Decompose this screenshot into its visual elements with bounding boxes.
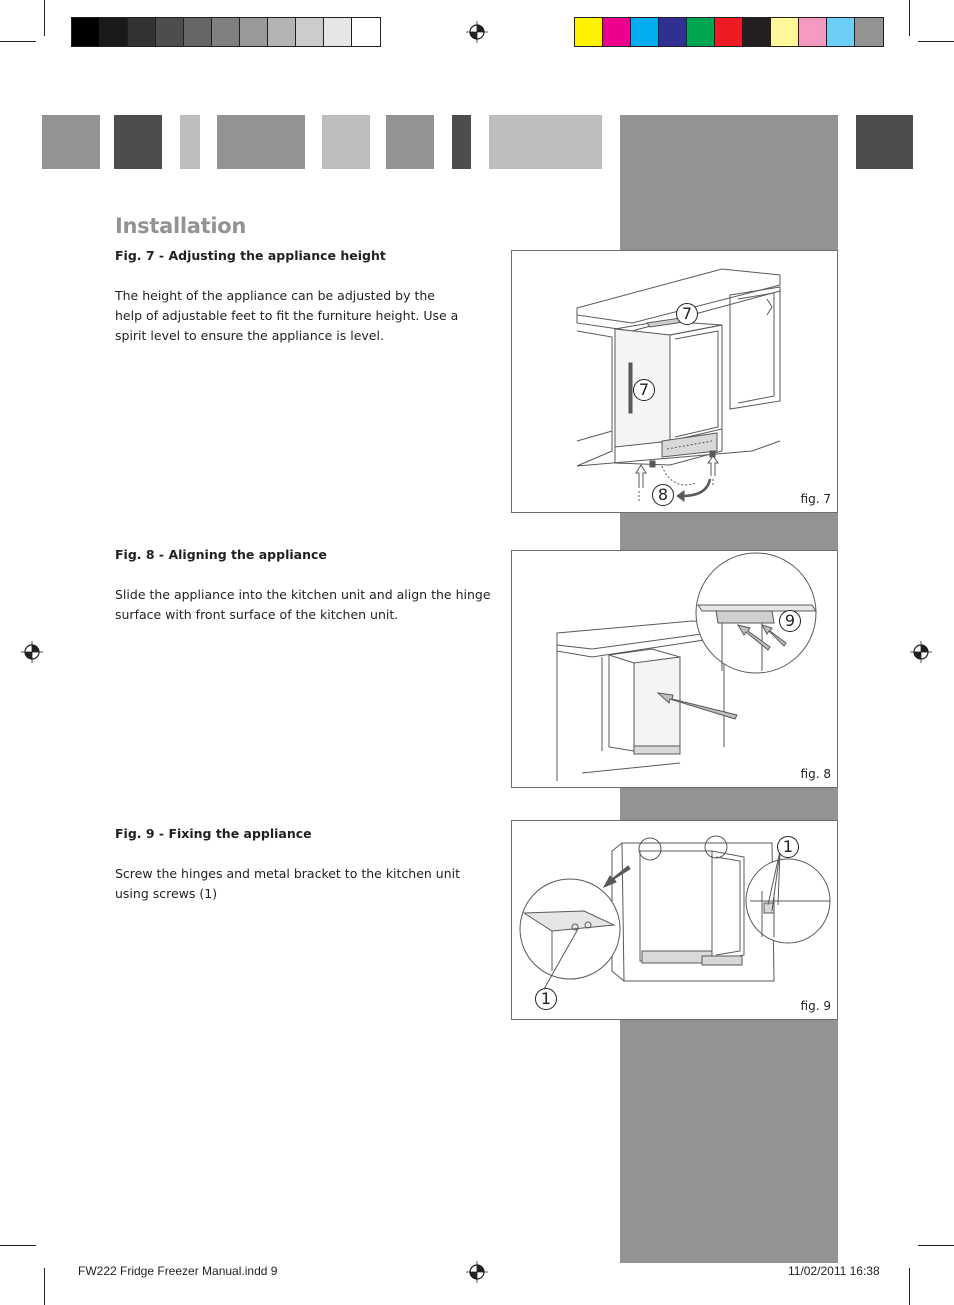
color-swatch xyxy=(603,18,631,46)
decorative-block xyxy=(217,115,305,169)
grey-swatch xyxy=(156,18,184,46)
decorative-block xyxy=(386,115,434,169)
registration-target-icon xyxy=(466,1261,488,1283)
color-swatch xyxy=(771,18,799,46)
grey-swatch xyxy=(184,18,212,46)
fig8-heading: Fig. 8 - Aligning the appliance xyxy=(115,547,327,562)
crop-mark xyxy=(918,1245,954,1246)
grey-swatch xyxy=(100,18,128,46)
color-swatch xyxy=(687,18,715,46)
decorative-block xyxy=(322,115,370,169)
crop-mark xyxy=(44,0,45,36)
grey-swatch xyxy=(296,18,324,46)
registration-target-icon xyxy=(466,21,488,43)
footer-filename: FW222 Fridge Freezer Manual.indd 9 xyxy=(78,1264,278,1278)
callout-8: 8 xyxy=(652,484,674,506)
crop-mark xyxy=(909,1268,910,1305)
grey-swatch xyxy=(352,18,380,46)
grey-swatch xyxy=(240,18,268,46)
registration-target-icon xyxy=(21,641,43,663)
color-swatch xyxy=(631,18,659,46)
decorative-block xyxy=(180,115,200,169)
fig7-illustration xyxy=(511,250,838,513)
color-swatch xyxy=(715,18,743,46)
callout-7: 7 xyxy=(676,303,698,325)
fig8-caption: fig. 8 xyxy=(800,767,831,781)
color-swatch xyxy=(827,18,855,46)
fig7-heading: Fig. 7 - Adjusting the appliance height xyxy=(115,248,386,263)
fig9-illustration xyxy=(511,820,838,1020)
footer-date: 11/02/2011 16:38 xyxy=(788,1264,880,1278)
color-swatch xyxy=(799,18,827,46)
registration-target-icon xyxy=(910,641,932,663)
decorative-block xyxy=(114,115,162,169)
grey-swatch xyxy=(268,18,296,46)
callout-1: 1 xyxy=(535,988,557,1010)
cmyk-color-bar xyxy=(574,17,884,47)
fig7-drawing xyxy=(512,251,837,512)
fig7-caption: fig. 7 xyxy=(800,492,831,506)
decorative-block xyxy=(452,115,471,169)
grey-swatch xyxy=(72,18,100,46)
fig9-body: Screw the hinges and metal bracket to the kitchen unit using screws (1) xyxy=(115,866,461,901)
color-swatch xyxy=(575,18,603,46)
grey-color-bar xyxy=(71,17,381,47)
fig9-caption: fig. 9 xyxy=(800,999,831,1013)
decorative-block xyxy=(856,115,913,169)
grey-swatch xyxy=(128,18,156,46)
crop-mark xyxy=(0,41,36,42)
color-swatch xyxy=(855,18,883,46)
color-swatch xyxy=(743,18,771,46)
page-title: Installation xyxy=(115,214,247,238)
decorative-block xyxy=(489,115,602,169)
fig8-body: Slide the appliance into the kitchen unit and align the hinge surface with front surface of the kitchen unit. xyxy=(115,587,491,622)
fig9-heading: Fig. 9 - Fixing the appliance xyxy=(115,826,312,841)
crop-mark xyxy=(0,1245,36,1246)
decorative-block xyxy=(42,115,100,169)
color-swatch xyxy=(659,18,687,46)
callout-7: 7 xyxy=(633,379,655,401)
crop-mark xyxy=(44,1268,45,1305)
callout-9: 9 xyxy=(779,610,801,632)
grey-swatch xyxy=(324,18,352,46)
fig8-illustration xyxy=(511,550,838,788)
fig7-body: The height of the appliance can be adjusted by the help of adjustable feet to fit the furniture height. Use a spirit level to ensure the appliance is level. xyxy=(115,288,459,343)
fig8-drawing xyxy=(512,551,837,787)
grey-swatch xyxy=(212,18,240,46)
callout-1: 1 xyxy=(777,836,799,858)
crop-mark xyxy=(918,41,954,42)
crop-mark xyxy=(909,0,910,36)
